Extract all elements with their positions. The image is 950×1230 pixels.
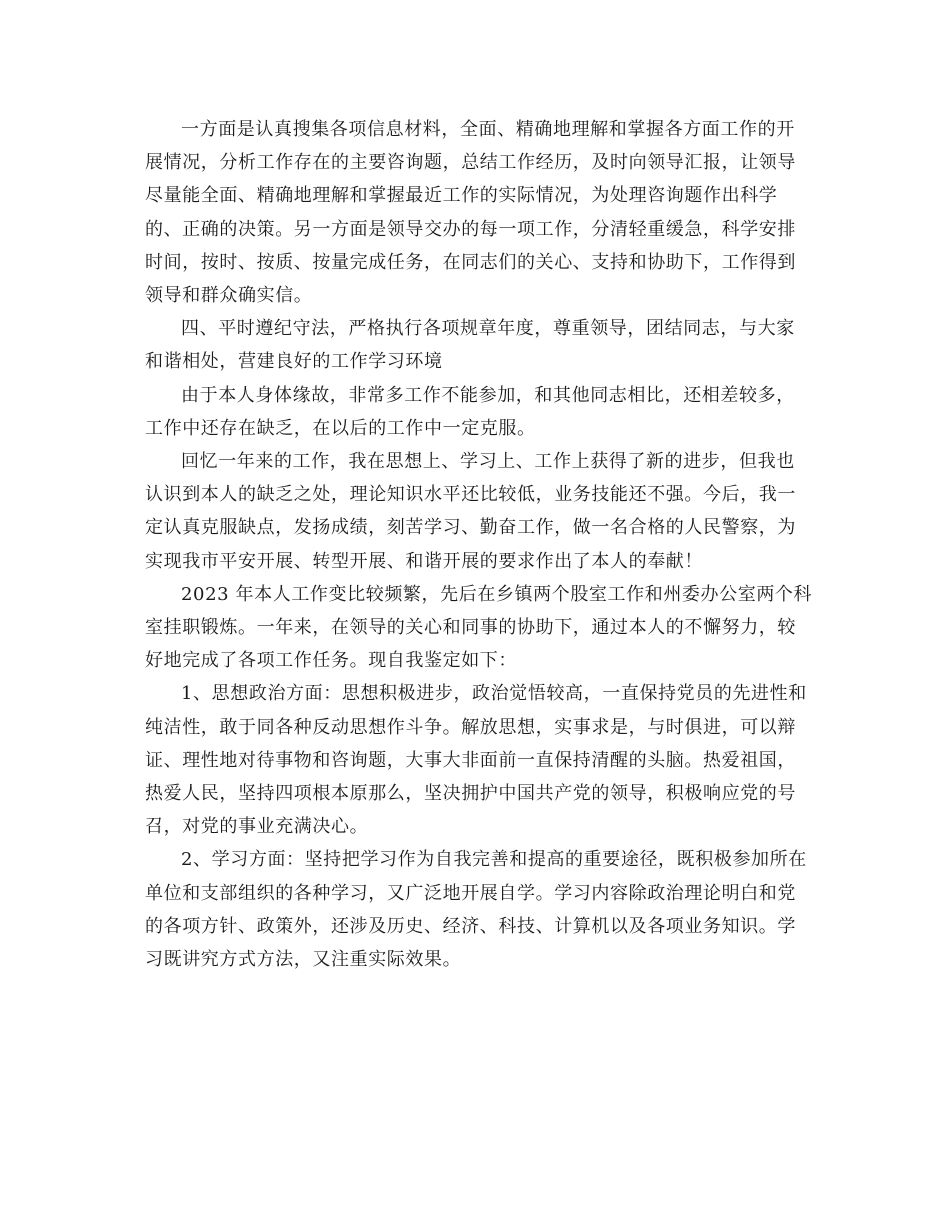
text-line: 定认真克服缺点，发扬成绩，刻苦学习、勤奋工作，做一名合格的人民警察，为 — [145, 517, 796, 539]
text-line: 一方面是认真搜集各项信息材料，全面、精确地理解和掌握各方面工作的开 — [181, 119, 795, 140]
text-line: 习既讲究方式方法，又注重实际效果。 — [145, 949, 462, 971]
text-line: 实现我市平安开展、转型开展、和谐开展的要求作出了本人的奉献！ — [145, 550, 703, 572]
text-line: 四、平时遵纪守法，严格执行各项规章年度，尊重领导，团结同志，与大家 — [181, 318, 795, 340]
text-line: 热爱人民，坚持四项根本原那么，坚决拥护中国共产党的领导，积极响应党的号 — [145, 783, 796, 805]
text-line: 1、思想政治方面：思想积极进步，政治觉悟较高，一直保持党员的先进性和 — [181, 683, 807, 705]
paragraph-work-method — [145, 113, 805, 312]
text-line: 尽量能全面、精确地理解和掌握最近工作的实际情况，为处理咨询题作出科学 — [145, 185, 778, 207]
text-line: 认识到本人的缺乏之处，理论知识水平还比较低，业务技能还不强。今后，我一 — [145, 484, 796, 506]
text-line: 由于本人身体缘故，非常多工作不能参加，和其他同志相比，还相差较多， — [181, 384, 795, 406]
text-line: 和谐相处，营建良好的工作学习环境 — [145, 351, 443, 373]
text-line: 的、正确的决策。另一方面是领导交办的每一项工作，分清轻重缓急，科学安排 — [145, 218, 796, 240]
paragraph-political — [145, 677, 805, 843]
text-line: 好地完成了各项工作任务。现自我鉴定如下： — [145, 650, 517, 672]
text-line: 工作中还存在缺乏，在以后的工作中一定克服。 — [145, 417, 536, 439]
document-body — [145, 113, 813, 976]
paragraph-year-summary — [145, 578, 813, 678]
text-line: 单位和支部组织的各种学习，又广泛地开展自学。学习内容除政治理论明白和党 — [145, 882, 796, 904]
text-line: 的各项方针、政策外，还涉及历史、经济、科技、计算机以及各项业务知识。学 — [145, 915, 796, 937]
text-line: 展情况，分析工作存在的主要咨询题，总结工作经历，及时向领导汇报，让领导 — [145, 152, 796, 174]
text-line: 时间，按时、按质、按量完成任务，在同志们的关心、支持和协助下，工作得到 — [145, 251, 796, 273]
text-line: 证、理性地对待事物和咨询题，大事大非面前一直保持清醒的头脑。热爱祖国， — [145, 749, 796, 771]
text-line: 召，对党的事业充满决心。 — [145, 816, 369, 838]
text-line: 纯洁性，敢于同各种反动思想作斗争。解放思想，实事求是，与时俱进，可以辩 — [145, 716, 796, 738]
paragraph-health — [145, 379, 805, 445]
text-line: 领导和群众确实信。 — [145, 285, 313, 307]
paragraph-study — [145, 843, 805, 976]
text-line: 2023 年本人工作变比较频繁，先后在乡镇两个股室工作和州委办公室两个科 — [181, 583, 813, 605]
text-line: 回忆一年来的工作，我在思想上、学习上、工作上获得了新的进步，但我也 — [181, 451, 795, 473]
paragraph-discipline — [145, 312, 805, 378]
text-line: 室挂职锻炼。一年来，在领导的关心和同事的协助下，通过本人的不懈努力，较 — [145, 617, 796, 639]
paragraph-review — [145, 445, 805, 578]
text-line: 2、学习方面：坚持把学习作为自我完善和提高的重要途径，既积极参加所在 — [181, 849, 807, 871]
